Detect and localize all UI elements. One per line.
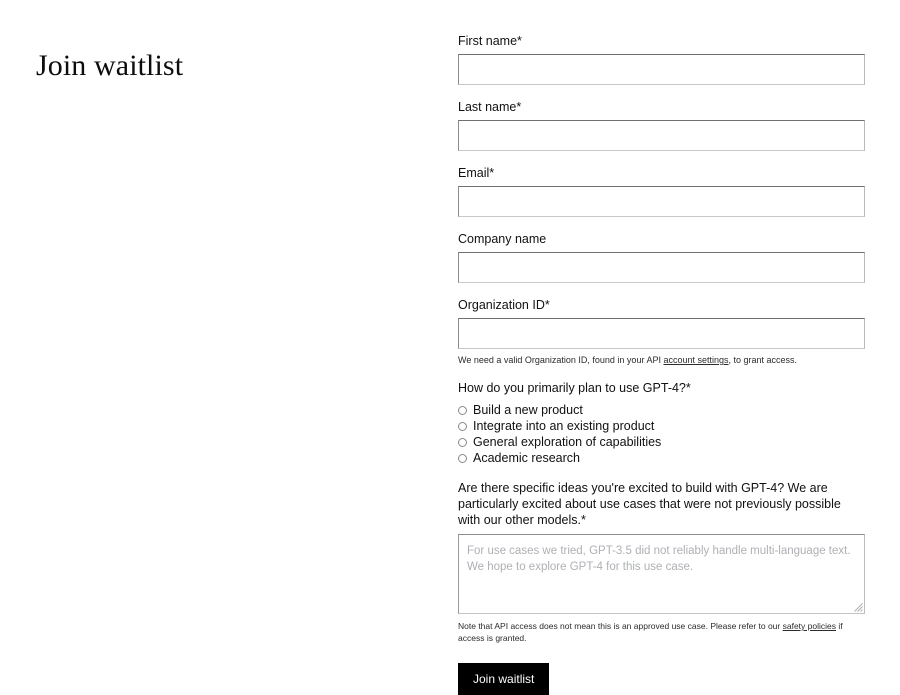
- company-name-input[interactable]: [458, 252, 865, 283]
- field-company-name: [458, 231, 865, 283]
- field-organization-id: [458, 297, 865, 366]
- organization-id-label: Organization ID*: [458, 298, 550, 312]
- radio-option-general-exploration[interactable]: [458, 434, 865, 450]
- page-title: Join waitlist: [36, 49, 184, 83]
- radio-circle-icon: [458, 422, 467, 431]
- safety-policies-link[interactable]: safety policies: [782, 621, 836, 631]
- radio-option-academic-research[interactable]: [458, 450, 865, 466]
- email-label: Email*: [458, 166, 495, 180]
- organization-id-help: [458, 354, 865, 366]
- join-waitlist-button[interactable]: Join waitlist: [458, 663, 549, 695]
- organization-id-help-after: , to grant access.: [728, 355, 798, 365]
- radio-circle-icon: [458, 454, 467, 463]
- last-name-input[interactable]: [458, 120, 865, 151]
- waitlist-form: [458, 33, 865, 695]
- access-note-before: Note that API access does not mean this is an approved use case. Please refer to our: [458, 621, 783, 631]
- radio-option-build-new-product[interactable]: [458, 402, 865, 418]
- account-settings-link[interactable]: account settings: [663, 355, 729, 365]
- field-last-name: [458, 99, 865, 151]
- usage-radio-group: [458, 402, 865, 466]
- organization-id-input[interactable]: [458, 318, 865, 349]
- radio-label: Build a new product: [473, 403, 583, 417]
- access-note: [458, 620, 865, 644]
- organization-id-help-before: We need a valid Organization ID, found in your API: [458, 355, 664, 365]
- ideas-textarea-wrapper: [458, 534, 865, 614]
- radio-label: Integrate into an existing product: [473, 419, 655, 433]
- field-first-name: [458, 33, 865, 85]
- radio-label: Academic research: [473, 451, 580, 465]
- radio-circle-icon: [458, 438, 467, 447]
- radio-label: General exploration of capabilities: [473, 435, 662, 449]
- email-input[interactable]: [458, 186, 865, 217]
- usage-question-label: How do you primarily plan to use GPT-4?*: [458, 381, 691, 395]
- ideas-textarea[interactable]: [458, 534, 865, 614]
- first-name-label: First name*: [458, 34, 522, 48]
- last-name-label: Last name*: [458, 100, 522, 114]
- access-note-after: if access is granted.: [458, 621, 843, 643]
- field-email: [458, 165, 865, 217]
- company-name-label: Company name: [458, 232, 547, 246]
- radio-circle-icon: [458, 406, 467, 415]
- radio-option-integrate-existing-product[interactable]: [458, 418, 865, 434]
- ideas-question-label: Are there specific ideas you're excited to build with GPT-4? We are particularly excited about use cases that were not previously possible with our other models.*: [458, 481, 841, 527]
- first-name-input[interactable]: [458, 54, 865, 85]
